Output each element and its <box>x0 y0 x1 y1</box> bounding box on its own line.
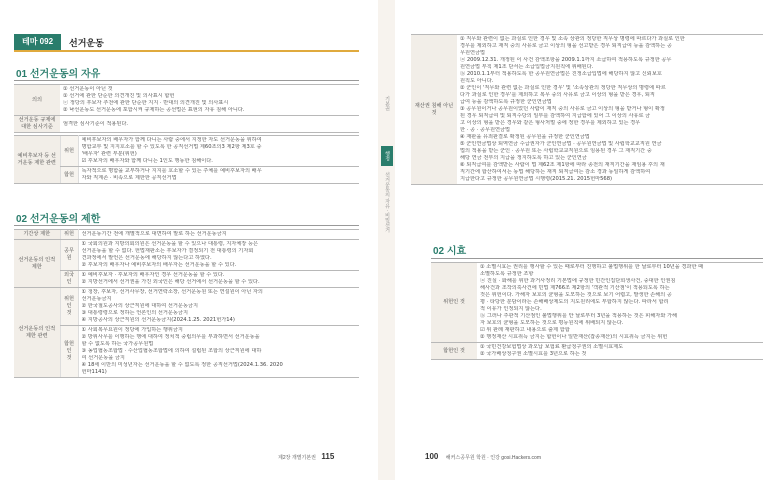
cell-line: 여 선거운동을 금지 <box>81 355 125 361</box>
row-sub: 공무원 <box>60 240 78 271</box>
cell-line: 선거운동을 할 수 없다. 헌법재판소는 후보자가 결정되기 전 대통령의 기자회 <box>81 248 254 254</box>
table-row <box>14 240 359 271</box>
cell-line: ① 예비후보자 · 후보자의 배우자인 경우 선거운동을 할 수 있다. <box>81 272 225 278</box>
theme-header <box>14 34 359 52</box>
row-key: 기간상 제한 <box>14 230 60 240</box>
table-row <box>411 35 763 185</box>
cell-line: 고 이상의 형을 받은 경우와 같은 형사처벌 중에 정한 경우를 제외하고 있는 경우 <box>460 120 641 126</box>
row-sub: 위헌 <box>60 136 78 167</box>
section-1-title: 01 선거운동의 자유 <box>16 69 101 80</box>
cell-line: ⑥ 퇴직급여를 감액받는 사람이 법 제62조 제1항에 따라 종전의 재직기간을 재임용 후의 재 <box>460 162 665 168</box>
row-value <box>78 167 359 184</box>
cell-line: 독자적으로 명함을 교부하거나 지지를 호소할 수 있는 주체를 예비후보자의 배우 <box>81 168 262 174</box>
cell-line: ③ 대통령령으로 정하는 언론인의 선거운동금지 <box>81 310 188 316</box>
cell-line: 급여 등을 감액하도록 규정한 군인연금법 <box>460 99 552 105</box>
cell-line: 평 · 타당한 분담이라는 손해배상제도의 지도원리에도 부합하지 않는다. 따라서 합리 <box>480 299 669 305</box>
row-value <box>477 343 763 360</box>
cell-line: ② 국가배상청구권 소멸시효를 3년으로 하는 것 <box>480 351 587 357</box>
row-key: 예비후보자 등 선거운동 제한 관련 <box>14 136 60 184</box>
cell-line: 해당 연금 전부의 지급을 정지하도록 하고 있는 군인연금 <box>460 155 587 161</box>
cell-line: ③ 공무원이거나 공무원이었던 사람이 재직 중의 사유로 금고 이상의 형을 받거나 형이 확정 <box>460 106 665 112</box>
table-row <box>14 85 359 116</box>
cell-line: 명함교부 및 지지호소를 할 수 있도록 한 공직선거법 제60조의3 제2항 제3호 중 <box>81 144 262 150</box>
row-value <box>457 35 763 185</box>
row-key: 재산권 침해 아닌 것 <box>411 35 457 185</box>
cell-line: 법의 적용을 받는 군인 · 공무원 또는 사립학교교직원으로 임용된 경우 그 재직기간 중 <box>460 148 652 154</box>
row-sub: 외국인 <box>60 271 78 288</box>
section-3-rule <box>431 258 763 259</box>
cell-line: ① 소멸시효는 권리를 행사할 수 있는 때로부터 진행하고 불법행위를 한 날로부터 10년을 경과한 때 <box>480 264 704 270</box>
cell-line: 원연금법 부칙 제1조 단서는 소급입법금지원칙에 위배된다. <box>460 64 594 70</box>
cell-line: ⑤ 군인연금법상 퇴역연금 수급권자가 군인연금법 · 공무원연금법 및 사립학교교직원 연금 <box>460 141 662 147</box>
cell-line: 된 경우 퇴직급여 및 퇴직수당의 일부를 감액하여 지급함에 있어 그 이상의 사유로 금 <box>460 113 651 119</box>
row-value <box>78 230 359 240</box>
cell-line: ④ 18세 이만의 미성년자는 선거운동을 할 수 없도록 정한 공직선거법(2024.1.36. 2020 <box>81 362 283 368</box>
row-value <box>60 116 359 133</box>
table-row <box>14 288 359 326</box>
table-row <box>14 167 359 184</box>
cell-line: ② 방위사무를 이행하는 행에 대하여 정치적 중립의무를 부과하면서 선거운동을 <box>81 334 260 340</box>
section-2-title: 02 선거운동의 제한 <box>16 214 101 225</box>
cell-line: '배우자' 관련 부분(위헌) <box>81 151 137 157</box>
cell-line: ☑ 위 판례 재판하고 내용으로 출제 함합 <box>480 327 570 333</box>
table-restrictions <box>14 229 359 378</box>
cell-line: 할 수 없도록 하는 국가공무원법 <box>81 341 154 347</box>
cell-line: ② 후보자의 배우자나 예비후보자의 배우자는 선거운동을 할 수 있다. <box>81 262 237 268</box>
cell-line: 선거운동기간 전에 개별적으로 대면하여 말로 하는 선거운동금지 <box>81 231 227 237</box>
cell-line: 지급한다고 규정한 공무원연금법 시행령(2015.21. 2015헌마568) <box>460 176 613 182</box>
table-row <box>14 116 359 133</box>
cell-line: ② 낙선운동도 선거운동에 포함시켜 규제하는 공선법은 표현의 자유 침해 아니다. <box>63 107 245 113</box>
cell-line: ② 지방선거에서 선거권을 가진 외국인은 해당 선거에서 선거운동을 할 수 있다. <box>81 279 260 285</box>
page-spine <box>378 0 395 480</box>
row-value <box>78 240 359 271</box>
cell-line: ① 국민건강보험법상 과오납 보험료 환급청구권의 소멸시효제도 <box>480 344 624 350</box>
cell-line: 원칙도 아니다. <box>460 78 494 84</box>
section-3-title: 02 시효 <box>433 246 467 257</box>
row-key: 합헌인 것 <box>431 343 477 360</box>
cell-line: 한 · 공 · 공무원연금법 <box>460 127 510 133</box>
left-page-number: 115 <box>321 452 335 461</box>
table-row <box>14 136 359 167</box>
cell-line: 예비후보자의 배우자가 함께 다니는 사람 중에서 지정한 자도 선거운동을 위하여 <box>81 137 262 143</box>
section-2-rule <box>14 225 359 226</box>
cell-line: 자 보호의 균형을 도모하는 것으로 평등원칙에 위배되지 않는다. <box>480 320 624 326</box>
left-footer-label: 제2장 개별기본권 <box>278 455 316 461</box>
right-footer <box>425 452 541 461</box>
left-page <box>0 0 380 480</box>
row-sub: 합헌인 것 <box>60 326 78 378</box>
cell-line: 경우를 제외하고 재직 중의 사유로 금고 이상의 형을 선고받은 경우 퇴직급여 등을 감액하는 공 <box>460 43 672 49</box>
cell-line: ① 청장, 후보자, 선거사무장, 선거연락소장, 선거운동원 또는 연설원이 아닌 자의 <box>81 289 263 295</box>
cell-line: ⓑ 그러나 주관적 기산점인 불법행위를 안 날로부터 3년을 적용하는 것은 피해자와 가해 <box>480 313 678 319</box>
row-value <box>78 271 359 288</box>
row-value <box>60 85 359 116</box>
left-footer <box>278 452 334 461</box>
cell-line: ③ 농업협동조합법 · 수산업협동조합법에 의하여 설립된 조합의 상근직원에 대하 <box>81 348 262 354</box>
cell-line: 견과정에서 발언은 선거운동에 해당하지 않는다고 하였다. <box>81 255 212 261</box>
theme-badge: 테마 092 <box>14 34 61 50</box>
cell-line: ⓐ 진실 · 화해를 위한 과거사정리 기본법에 규정한 민간인집단희생사건, 중대한 인권침 <box>480 278 676 284</box>
cell-line: 해사건과 조작의혹사건에 민법 제766조 제2항의 '객관적 기산점'이 적용되도록 하는 <box>480 285 670 291</box>
cell-line: 무원연금법 <box>460 50 486 56</box>
cell-line: 헌마1141) <box>81 369 107 375</box>
row-value <box>78 136 359 167</box>
section-1-rule <box>14 80 359 81</box>
cell-line: ① 직무와 관련이 없는 과실로 인한 경우 및 소속 상관의 정당한 직무상 명령에 따르다가 과실로 인한 <box>460 36 685 42</box>
row-sub: 위헌 <box>60 230 78 240</box>
cell-line: ① 사회복무요원이 정당에 가입하는 행위금지 <box>81 327 183 333</box>
cell-line: ④ 재판을 유죄판결로 확정된 공무원을 규정한 군인연금법 <box>460 134 590 140</box>
cell-line: 다가 과실로 인한 경우'를 제외하고 복무 중의 사유로 금고 이상의 형을 받은 경우, 퇴직 <box>460 92 655 98</box>
table-row <box>431 263 763 343</box>
cell-line: 직기간에 합산하여서는 동법 해당하는 재직 퇴직급여는 감소 경과 동일하게 감액하여 <box>460 169 651 175</box>
row-key: 의의 <box>14 85 60 116</box>
cell-line: ② 한국철도공사의 상근직원에 대하여 선거운동금지 <box>81 303 198 309</box>
row-value <box>477 263 763 343</box>
cell-line: 자와 직계존 · 비속으로 제한한 공직선거법 <box>81 175 177 181</box>
cell-line: ① 선거에 관한 단순한 의견개진 및 의사표시 합헌 <box>63 93 175 99</box>
cell-line: ⓑ 2010.1.1부터 적용하도록 한 공무원연금법은 진정소급입법에 해당하지 않고 신뢰보호 <box>460 71 662 77</box>
table-row <box>14 230 359 240</box>
theme-title: 선거운동 <box>69 37 104 48</box>
row-key: 위헌인 것 <box>431 263 477 343</box>
row-value <box>78 288 359 326</box>
side-label: 기본권 <box>384 96 390 111</box>
cell-line: ④ 지방공사의 상근직원의 선거운동금지(2024.1.25. 2021헌가14) <box>81 317 235 323</box>
cell-line: ⓒ 정당의 후보자 추천에 관한 단순한 지지 · 반대의 의견개진 및 의사표시 <box>63 100 229 106</box>
cell-line: ⓐ 2009.12.31. 개정된 이 사건 감액조항을 2009.1.1까지 소급하여 적용하도록 규정한 공무 <box>460 57 672 63</box>
table-prescription <box>431 262 763 360</box>
table-property-right <box>411 34 763 185</box>
right-page-number: 100 <box>425 452 439 461</box>
cell-line: 선거운동금지 <box>81 296 112 302</box>
table-row <box>431 343 763 360</box>
right-footer-label: 해커스공무원 학원 · 인강 gosi.Hackers.com <box>445 455 542 461</box>
right-page <box>395 0 775 480</box>
table-row <box>14 326 359 378</box>
row-sub: 위헌인 것 <box>60 288 78 326</box>
row-key: 선거운동의 인적 제한 <box>14 240 60 288</box>
row-value <box>78 326 359 378</box>
cell-line: ① 국회의원과 지방의회의원은 선거운동을 할 수 있으나 대통령, 지자체장 등은 <box>81 241 258 247</box>
cell-line: 것은 위헌이다. 가해자 보호의 균형을 도모하는 것으로 보기 어렵고, 발생한 손해의 공 <box>480 292 672 298</box>
table-row <box>14 271 359 288</box>
cell-line: 적 이유가 인정되지 않는다. <box>480 306 542 312</box>
cell-line: 엄격한 심사기준이 적용된다. <box>63 120 129 127</box>
row-key: 선거운동 규제에 대한 심사기준 <box>14 116 60 133</box>
cell-line: ② 행정재산 시효취득 금지는 합헌이나 일반재산(잡종재산)의 시효취득 금지는 위헌 <box>480 334 668 340</box>
row-sub: 합헌 <box>60 167 78 184</box>
table-preliminary-candidate <box>14 135 359 184</box>
side-badge: 행정 <box>381 146 393 166</box>
side-subtitle: 선거운동의 자유 · 비밀선거 <box>384 172 390 233</box>
row-key: 선거운동의 인적 제한 관련 <box>14 288 60 378</box>
cell-line: 소멸하도록 규정한 조항 <box>480 271 534 277</box>
table-freedom <box>14 84 359 133</box>
cell-line: ☑ 후보자의 배우자와 함께 다니는 1인도 행동한 침해이다. <box>81 158 213 164</box>
cell-line: ① 선거운동이 아닌 것 <box>63 86 113 92</box>
cell-line: ② 군인이 '직무와 관련 없는 과실로 인한 경우' 및 '소속상관의 정당한 직무상의 명령에 따르 <box>460 85 666 91</box>
